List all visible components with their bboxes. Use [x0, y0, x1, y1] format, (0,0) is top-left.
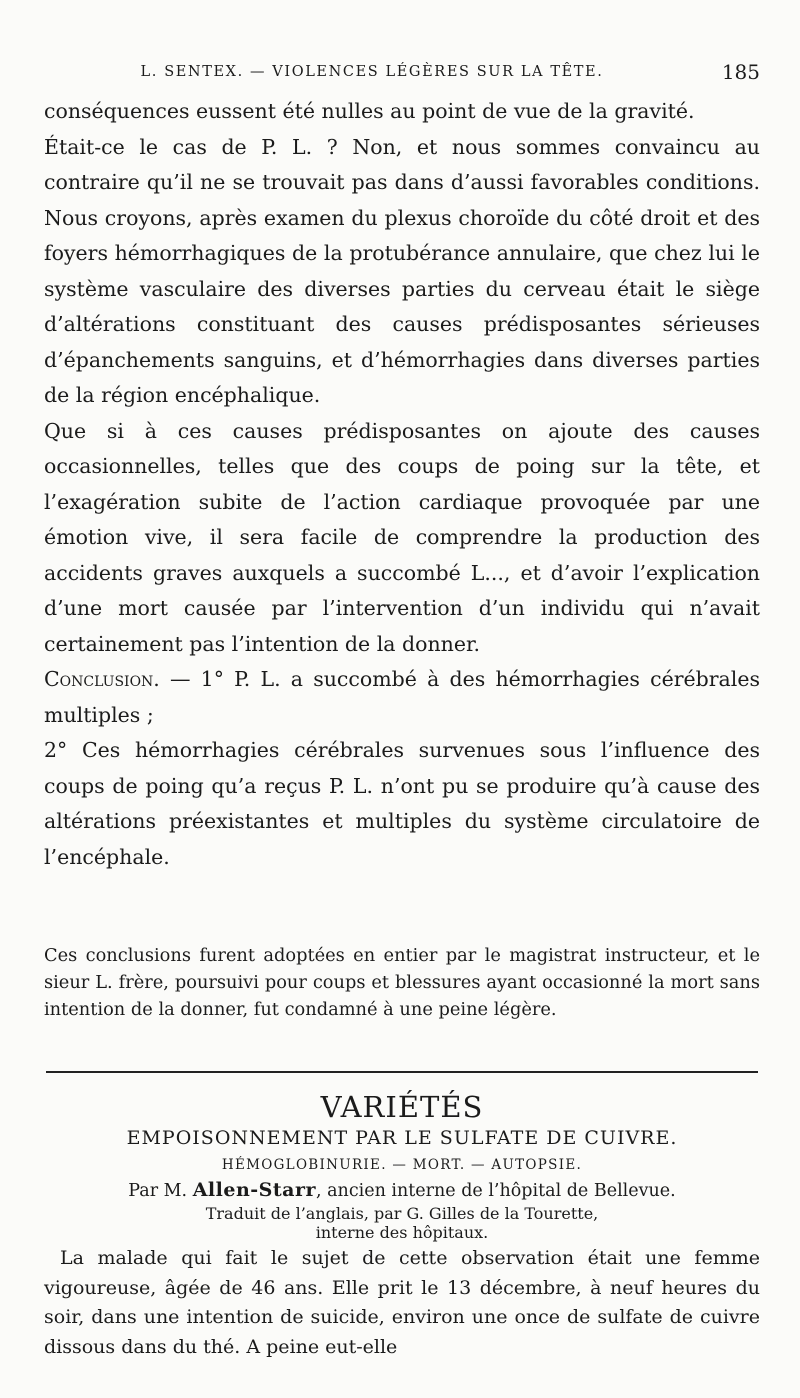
running-head: [44, 62, 760, 86]
section-title: VARIÉTÉS: [320, 1090, 484, 1124]
conclusion-label: Conclusion.: [44, 667, 160, 691]
byline-suffix: , ancien interne de l’hôpital de Bellevue.: [315, 1181, 676, 1201]
note-text: Ces conclusions furent adoptées en entier par le magistrat instructeur, et le sieur L. frère, poursuivi pour coups et blessures ayant occasionné la mort sans intention de la donner, fut condamné à une peine légère.: [44, 945, 760, 1020]
article-body: [44, 94, 760, 875]
paragraph-que-si: Que si à ces causes prédisposantes on ajoute des causes occasionnelles, telles que des coups de poing sur la tête, et l’exagération subite de l’action cardiaque provoquée par une émotion vive, il sera facile de comprendre la production des accidents graves auxquels a succombé L..., et d’avoir l’explication d’une mort causée par l’intervention d’un individu qui n’avait certainement pas l’intention de la donner.: [44, 418, 760, 656]
translator-role: interne des hôpitaux.: [315, 1223, 489, 1242]
paragraph-etait-ce: Était-ce le cas de P. L. ? Non, et nous sommes convaincu au contraire qu’il ne se trouvait pas dans d’aussi favorables conditions. Nous croyons, après examen du plexus choroïde du côté droit et des foyers hémorrhagiques de la protubérance annulaire, que chez lui le système vasculaire des diverses parties du cerveau était le siège d’altérations constituant des causes prédisposantes sérieuses d’épanchements sanguins, et d’hémorrhagies dans diverses parties de la région encéphalique.: [44, 134, 760, 407]
paragraph-continuation: conséquences eussent été nulles au point de vue de la gravité.: [44, 99, 695, 123]
article-subtitle: HÉMOGLOBINURIE. — MORT. — AUTOPSIE.: [221, 1157, 583, 1173]
section-divider: [46, 1071, 758, 1073]
intro-paragraph: La malade qui fait le sujet de cette observation était une femme vigoureuse, âgée de 46 ans. Elle prit le 13 décembre, à neuf heures du soir, dans une intention de suicide, environ une once de sulfate de cuivre dissous dans du thé. A peine eut-elle: [44, 1247, 760, 1358]
article-title: EMPOISONNEMENT PAR LE SULFATE DE CUIVRE.: [126, 1127, 678, 1149]
running-title: L. SENTEX. — VIOLENCES LÉGÈRES SUR LA TÊTE.: [140, 64, 604, 80]
byline: [44, 1180, 760, 1202]
conclusion-item-2: 2° Ces hémorrhagies cérébrales survenues sous l’influence des coups de poing qu’a reçus P. L. n’ont pu se produire qu’à cause des altérations préexistantes et multiples du système circulatoire de l’encéphale.: [44, 738, 760, 869]
byline-prefix: Par M.: [128, 1181, 193, 1201]
author-name: Allen-Starr: [192, 1179, 316, 1201]
conclusion-paragraph-1: [44, 662, 760, 733]
intro-body: [44, 1244, 760, 1362]
conclusion-item-1: — 1° P. L. a succombé à des hémorrhagies cérébrales multiples ;: [44, 667, 760, 727]
translator-line: Traduit de l’anglais, par G. Gilles de la Tourette,: [205, 1204, 599, 1223]
page-number: 185: [721, 60, 760, 84]
conclusions-note: [44, 942, 760, 1023]
